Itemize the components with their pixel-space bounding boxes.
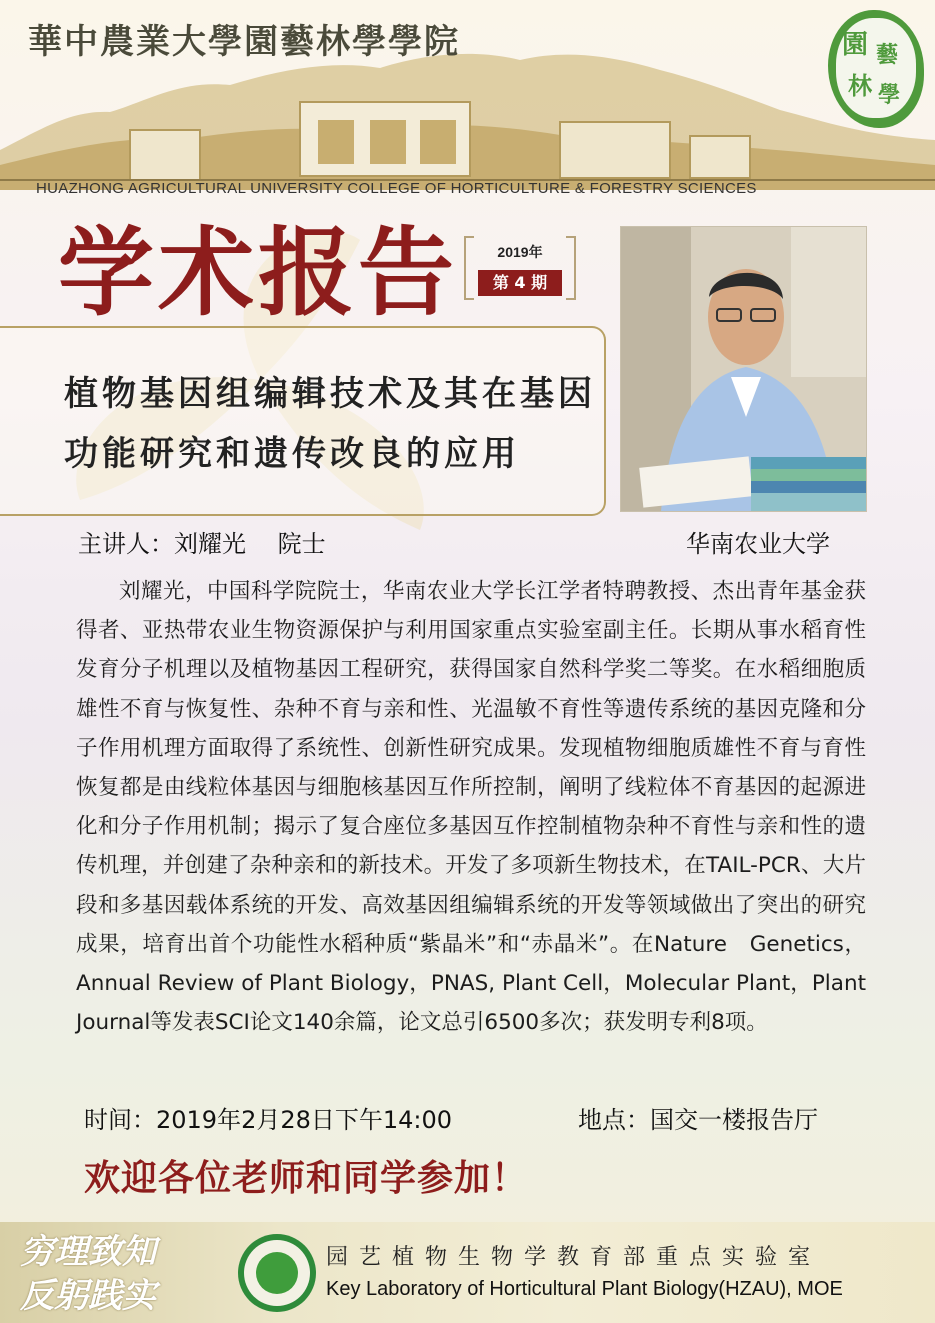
logo-glyph: 林 xyxy=(848,71,872,100)
page-footer xyxy=(0,1222,935,1323)
lab-name-en: Key Laboratory of Horticultural Plant Biology(HZAU), MOE xyxy=(326,1278,843,1300)
school-motto xyxy=(20,1230,200,1318)
speaker-name: 主讲人：刘耀光 院士 xyxy=(78,530,326,558)
event-time: 时间：2019年2月28日下午14:00 xyxy=(84,1106,453,1134)
school-name-en: HUAZHONG AGRICULTURAL UNIVERSITY COLLEGE OF HORTICULTURE & FORESTRY SCIENCES xyxy=(36,180,757,197)
lab-logo xyxy=(238,1234,316,1312)
logo-glyph: 園 xyxy=(842,30,869,60)
issue-year: 2019年 xyxy=(497,244,543,260)
college-logo xyxy=(828,10,924,128)
issue-number: 第 4 期 xyxy=(478,270,562,296)
speaker-photo xyxy=(620,226,867,512)
logo-glyph: 學 xyxy=(878,82,901,108)
speaker-bio xyxy=(76,572,866,1042)
topic-panel xyxy=(0,326,606,516)
logo-glyph: 藝 xyxy=(876,42,899,68)
topic-line-2: 功能研究和遗传改良的应用 xyxy=(64,434,520,474)
welcome-message: 欢迎各位老师和同学参加！ xyxy=(84,1158,529,1199)
motto-line-2: 反躬践实 xyxy=(20,1276,156,1316)
lab-name-cn: 园艺植物生物学教育部重点实验室 xyxy=(326,1245,822,1270)
issue-badge xyxy=(470,236,570,300)
school-name-cn: 華中農業大學園藝林學學院 xyxy=(28,22,460,62)
motto-line-1: 穷理致知 xyxy=(20,1232,156,1272)
event-place: 地点：国交一楼报告厅 xyxy=(578,1106,818,1134)
bio-paragraph: 刘耀光，中国科学院院士，华南农业大学长江学者特聘教授、杰出青年基金获得者、亚热带农业生物资源保护与利用国家重点实验室副主任。长期从事水稻育性发育分子机理以及植物基因工程研究，获得国家自然科学奖二等奖。在水稻细胞质雄性不育与恢复性、杂种不育与亲和性、光温敏不育性等遗传系统的基因克隆和分子作用机理方面取得了系统性、创新性研究成果。发现植物细胞质雄性不育与育性恢复都是由线粒体基因与细胞核基因互作所控制，阐明了线粒体不育基因的起源进化和分子作用机制；揭示了复合座位多基因互作控制植物杂种不育性与亲和性的遗传机理，并创建了杂种亲和的新技术。开发了多项新生物技术，在TAIL-PCR、大片段和多基因载体系统的开发、高效基因组编辑系统的开发等领域做出了突出的研究成果，培育出首个功能性水稻种质“紫晶米”和“赤晶米”。在Nature Genetics，Annual Review of Plant Biology，PNAS, Plant Cell，Molecular Plant，Plant Journal等发表SCI论文140余篇，论文总引6500多次；获发明专利8项。 xyxy=(76,579,866,1036)
speaker-affiliation: 华南农业大学 xyxy=(686,530,830,558)
topic-line-1: 植物基因组编辑技术及其在基因 xyxy=(64,374,596,414)
report-title: 学术报告 xyxy=(58,217,458,329)
page-header xyxy=(0,0,935,205)
